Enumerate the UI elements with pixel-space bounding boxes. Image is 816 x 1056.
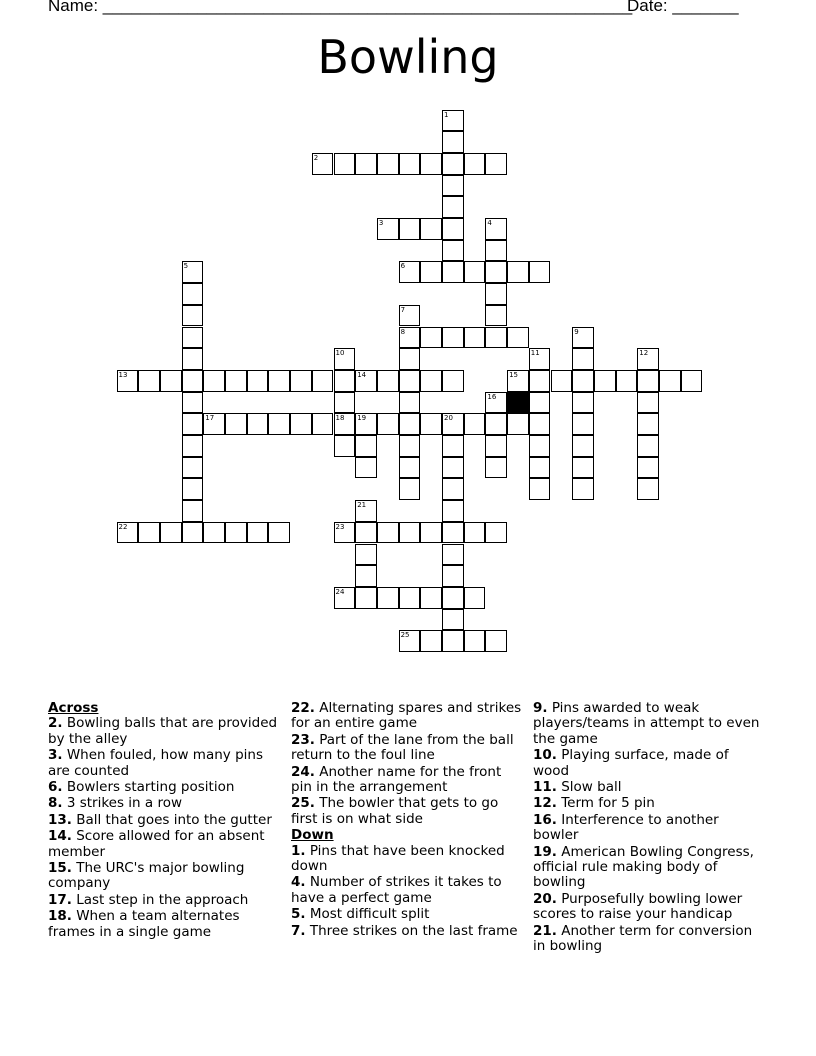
grid-cell[interactable]: [637, 478, 659, 500]
grid-cell[interactable]: [182, 283, 204, 305]
grid-cell[interactable]: [464, 413, 486, 435]
grid-cell[interactable]: [399, 522, 421, 544]
clue-text: Number of strikes it takes to have a perfect game: [291, 874, 502, 906]
grid-cell[interactable]: [225, 370, 247, 392]
grid-cell[interactable]: [529, 435, 551, 457]
clue-text: Last step in the approach: [71, 891, 249, 908]
clue-text: Score allowed for an absent member: [48, 828, 265, 860]
grid-cell[interactable]: [268, 522, 290, 544]
clue-down-10: [533, 748, 765, 779]
grid-cell[interactable]: [182, 305, 204, 327]
grid-cell[interactable]: [420, 261, 442, 283]
clue-text: Interference to another bowler: [533, 811, 719, 844]
grid-cell[interactable]: [399, 218, 421, 240]
grid-cell[interactable]: [529, 478, 551, 500]
grid-cell[interactable]: [247, 370, 269, 392]
grid-cell[interactable]: [355, 587, 377, 609]
grid-cell[interactable]: [442, 327, 464, 349]
grid-cell[interactable]: [420, 153, 442, 175]
grid-cell[interactable]: [399, 435, 421, 457]
across-heading: Across: [48, 700, 99, 716]
grid-cell[interactable]: [442, 370, 464, 392]
grid-cell[interactable]: [464, 153, 486, 175]
clue-text: American Bowling Congress, official rule making body of bowling: [533, 843, 754, 891]
grid-cell[interactable]: [247, 522, 269, 544]
down-heading: Down: [291, 827, 334, 844]
grid-cell[interactable]: [182, 327, 204, 349]
clue-number: 2.: [48, 715, 63, 732]
grid-cell[interactable]: [572, 435, 594, 457]
clue-number-label: 15: [509, 370, 519, 379]
grid-cell[interactable]: [485, 413, 507, 435]
clue-text: Purposefully bowling lower scores to raise your handicap: [533, 890, 743, 923]
clue-number-label: 11: [530, 349, 540, 358]
grid-cell[interactable]: [399, 392, 421, 414]
grid-cell[interactable]: [355, 457, 377, 479]
clue-number: 18.: [48, 908, 72, 925]
grid-cell[interactable]: [485, 153, 507, 175]
grid-cell[interactable]: [420, 218, 442, 240]
grid-cell[interactable]: [485, 283, 507, 305]
grid-cell[interactable]: [572, 457, 594, 479]
grid-cell[interactable]: [355, 522, 377, 544]
grid-cell[interactable]: [485, 435, 507, 457]
clue-number-label: 14: [357, 370, 367, 379]
grid-cell[interactable]: [442, 261, 464, 283]
grid-cell[interactable]: [572, 413, 594, 435]
grid-cell[interactable]: [182, 370, 204, 392]
clue-down-19: [533, 845, 765, 891]
page-title: Bowling: [317, 30, 499, 84]
grid-cell[interactable]: [485, 630, 507, 652]
clue-across-14: [48, 829, 280, 860]
grid-cell[interactable]: [442, 240, 464, 262]
clue-across-3: [48, 748, 280, 779]
grid-cell[interactable]: [160, 522, 182, 544]
grid-cell[interactable]: [182, 522, 204, 544]
clue-across-8: [48, 796, 280, 811]
grid-cell[interactable]: [399, 413, 421, 435]
clue-down-16: [533, 813, 765, 844]
clue-number-label: 12: [639, 349, 649, 358]
clue-text: Bowling balls that are provided by the alley: [48, 715, 278, 747]
clue-number: 7.: [291, 922, 306, 939]
date-field[interactable]: Date: _______: [627, 0, 739, 15]
grid-cell[interactable]: [572, 370, 594, 392]
clue-text: Term for 5 pin: [556, 795, 655, 812]
clue-down-21: [533, 924, 765, 955]
grid-cell[interactable]: [377, 153, 399, 175]
clue-text: Part of the lane from the ball return to the foul line: [291, 731, 514, 764]
grid-cell[interactable]: [442, 218, 464, 240]
clue-down-1: [291, 844, 523, 875]
clue-number-label: 6: [400, 262, 406, 271]
grid-cell[interactable]: [529, 457, 551, 479]
clue-number-label: 8: [400, 327, 406, 336]
grid-cell[interactable]: [442, 630, 464, 652]
grid-cell[interactable]: [334, 370, 356, 392]
grid-cell[interactable]: [138, 522, 160, 544]
grid-cell[interactable]: [399, 457, 421, 479]
grid-cell[interactable]: [312, 370, 334, 392]
grid-cell[interactable]: [485, 305, 507, 327]
grid-cell[interactable]: [594, 370, 616, 392]
clue-across-25: [291, 796, 523, 827]
grid-cell[interactable]: [399, 478, 421, 500]
clue-text: Bowlers starting position: [62, 779, 235, 796]
grid-cell[interactable]: [420, 587, 442, 609]
grid-cell[interactable]: [290, 413, 312, 435]
grid-cell[interactable]: [377, 370, 399, 392]
clue-number: 14.: [48, 828, 72, 845]
grid-cell[interactable]: [182, 413, 204, 435]
grid-cell[interactable]: [247, 413, 269, 435]
grid-cell[interactable]: [442, 500, 464, 522]
grid-cell[interactable]: [290, 370, 312, 392]
clue-number: 8.: [48, 795, 63, 812]
clue-down-12: [533, 796, 765, 811]
grid-cell[interactable]: [377, 413, 399, 435]
clue-number-label: 10: [335, 349, 345, 358]
clue-number-label: 13: [118, 370, 128, 379]
clue-across-18: [48, 909, 280, 940]
grid-cell[interactable]: [464, 630, 486, 652]
clue-number-label: 1: [444, 110, 449, 119]
grid-cell[interactable]: [442, 544, 464, 566]
clue-down-5: [291, 907, 523, 922]
clue-number-label: 18: [335, 414, 345, 423]
clue-number: 15.: [48, 860, 72, 877]
grid-cell[interactable]: [268, 413, 290, 435]
clue-down-4: [291, 875, 523, 906]
grid-cell[interactable]: [355, 565, 377, 587]
clue-number-label: 2: [313, 153, 319, 162]
grid-cell[interactable]: [182, 435, 204, 457]
clue-number: 20.: [533, 890, 557, 907]
clue-number: 21.: [533, 922, 557, 939]
grid-cell[interactable]: [225, 413, 247, 435]
grid-cell[interactable]: [420, 413, 442, 435]
clue-text: The bowler that gets to go first is on what side: [291, 795, 499, 827]
clue-number: 19.: [533, 843, 557, 860]
grid-cell[interactable]: [377, 522, 399, 544]
grid-cell[interactable]: [485, 261, 507, 283]
grid-cell[interactable]: [572, 348, 594, 370]
clue-down-7: [291, 924, 523, 939]
grid-cell[interactable]: [572, 478, 594, 500]
grid-cell[interactable]: [442, 153, 464, 175]
clue-number: 23.: [291, 731, 315, 748]
grid-cell[interactable]: [659, 370, 681, 392]
clue-number: 13.: [48, 811, 72, 828]
grid-cell[interactable]: [334, 392, 356, 414]
grid-cell[interactable]: [442, 587, 464, 609]
clue-text: Another name for the front pin in the arrangement: [291, 763, 502, 796]
clue-text: When a team alternates frames in a single game: [48, 908, 240, 940]
grid-cell[interactable]: [442, 435, 464, 457]
clue-number-label: 5: [183, 262, 189, 271]
grid-cell[interactable]: [616, 370, 638, 392]
clue-number-label: 25: [400, 631, 410, 640]
clue-number: 9.: [533, 700, 548, 716]
grid-cell[interactable]: [572, 392, 594, 414]
clue-number-label: 7: [400, 305, 406, 314]
grid-cell[interactable]: [442, 196, 464, 218]
clue-number-label: 24: [335, 587, 345, 596]
grid-cell[interactable]: [355, 435, 377, 457]
grid-cell[interactable]: [637, 370, 659, 392]
grid-cell[interactable]: [420, 522, 442, 544]
grid-cell[interactable]: [160, 370, 182, 392]
clue-number: 5.: [291, 906, 306, 923]
grid-cell[interactable]: [420, 327, 442, 349]
grid-cell[interactable]: [377, 587, 399, 609]
clue-text: Most difficult split: [305, 906, 430, 923]
grid-cell[interactable]: [182, 348, 204, 370]
grid-cell[interactable]: [420, 630, 442, 652]
clue-text: Alternating spares and strikes for an entire game: [291, 700, 522, 732]
grid-cell[interactable]: [464, 587, 486, 609]
clue-number: 4.: [291, 874, 306, 891]
clue-down-9: [533, 701, 765, 747]
grid-black-cell: [507, 392, 529, 414]
grid-cell[interactable]: [442, 175, 464, 197]
clue-across-23: [291, 733, 523, 764]
clue-number: 22.: [291, 700, 315, 716]
clue-number: 10.: [533, 747, 557, 764]
clue-text: Three strikes on the last frame: [305, 922, 518, 939]
clue-text: The URC's major bowling company: [48, 860, 245, 892]
clue-number: 11.: [533, 779, 557, 796]
grid-cell[interactable]: [507, 261, 529, 283]
clue-number: 17.: [48, 891, 72, 908]
grid-cell[interactable]: [637, 413, 659, 435]
clue-number-label: 20: [444, 414, 453, 423]
grid-cell[interactable]: [334, 435, 356, 457]
clue-across-17: [48, 893, 280, 908]
grid-cell[interactable]: [637, 457, 659, 479]
grid-cell[interactable]: [485, 240, 507, 262]
clue-across-22: [291, 701, 523, 732]
grid-cell[interactable]: [485, 522, 507, 544]
grid-cell[interactable]: [182, 392, 204, 414]
grid-cell[interactable]: [182, 478, 204, 500]
grid-cell[interactable]: [355, 544, 377, 566]
grid-cell[interactable]: [551, 370, 573, 392]
grid-cell[interactable]: [399, 370, 421, 392]
clue-number: 12.: [533, 795, 557, 812]
grid-cell[interactable]: [464, 327, 486, 349]
grid-cell[interactable]: [399, 587, 421, 609]
grid-cell[interactable]: [529, 413, 551, 435]
clue-number-label: 21: [357, 501, 367, 510]
grid-cell[interactable]: [312, 413, 334, 435]
clue-text: Slow ball: [556, 779, 622, 796]
clue-text: Playing surface, made of wood: [533, 747, 729, 779]
clue-number: 6.: [48, 779, 63, 796]
clue-number-label: 3: [378, 219, 384, 227]
grid-cell[interactable]: [420, 370, 442, 392]
clue-down-20: [533, 892, 765, 923]
grid-cell[interactable]: [138, 370, 160, 392]
clue-number-label: 9: [574, 327, 579, 336]
clue-text: Ball that goes into the gutter: [71, 811, 272, 828]
grid-cell[interactable]: [355, 153, 377, 175]
clue-number-label: 4: [487, 219, 492, 227]
grid-cell[interactable]: [637, 392, 659, 414]
grid-cell[interactable]: [399, 153, 421, 175]
clue-number: 3.: [48, 747, 63, 764]
name-field[interactable]: Name: ________________________________________________________: [48, 0, 633, 15]
grid-cell[interactable]: [464, 522, 486, 544]
clue-text: Another term for conversion in bowling: [533, 922, 753, 955]
grid-cell[interactable]: [225, 522, 247, 544]
grid-cell[interactable]: [681, 370, 703, 392]
clue-text: 3 strikes in a row: [62, 795, 183, 812]
clue-number-label: 16: [487, 392, 497, 401]
grid-cell[interactable]: [203, 522, 225, 544]
clue-text: When fouled, how many pins are counted: [48, 747, 263, 779]
grid-cell[interactable]: [485, 457, 507, 479]
grid-cell[interactable]: [529, 261, 551, 283]
grid-cell[interactable]: [268, 370, 290, 392]
clue-number: 1.: [291, 842, 306, 859]
clue-column-2: [291, 701, 523, 940]
clue-number: 24.: [291, 763, 315, 780]
grid-cell[interactable]: [485, 327, 507, 349]
clue-across-2: [48, 716, 280, 747]
grid-cell[interactable]: [442, 478, 464, 500]
clue-across-24: [291, 765, 523, 796]
clue-text: Pins that have been knocked down: [291, 842, 505, 875]
clue-column-3: [533, 701, 765, 956]
clue-across-13: [48, 813, 280, 828]
grid-cell[interactable]: [442, 457, 464, 479]
clue-across-6: [48, 780, 280, 795]
clue-number-label: 22: [118, 522, 128, 531]
grid-cell[interactable]: [464, 261, 486, 283]
grid-cell[interactable]: [334, 153, 356, 175]
grid-cell[interactable]: [442, 565, 464, 587]
clue-number-label: 19: [357, 414, 367, 423]
grid-cell[interactable]: [529, 370, 551, 392]
clue-column-1: [48, 701, 280, 941]
grid-cell[interactable]: [637, 435, 659, 457]
grid-cell[interactable]: [507, 327, 529, 349]
grid-cell[interactable]: [442, 131, 464, 153]
clue-number-label: 17: [205, 414, 215, 423]
clue-down-11: [533, 780, 765, 795]
clue-number-label: 23: [335, 522, 345, 531]
grid-cell[interactable]: [399, 348, 421, 370]
clue-text: Pins awarded to weak players/teams in attempt to even the game: [533, 700, 760, 747]
grid-cell[interactable]: [442, 522, 464, 544]
grid-cell[interactable]: [203, 370, 225, 392]
grid-cell[interactable]: [182, 457, 204, 479]
grid-cell[interactable]: [442, 609, 464, 631]
grid-cell[interactable]: [182, 500, 204, 522]
grid-cell[interactable]: [529, 392, 551, 414]
clue-number: 16.: [533, 811, 557, 828]
clue-across-15: [48, 861, 280, 892]
clue-number: 25.: [291, 795, 315, 812]
grid-cell[interactable]: [507, 413, 529, 435]
